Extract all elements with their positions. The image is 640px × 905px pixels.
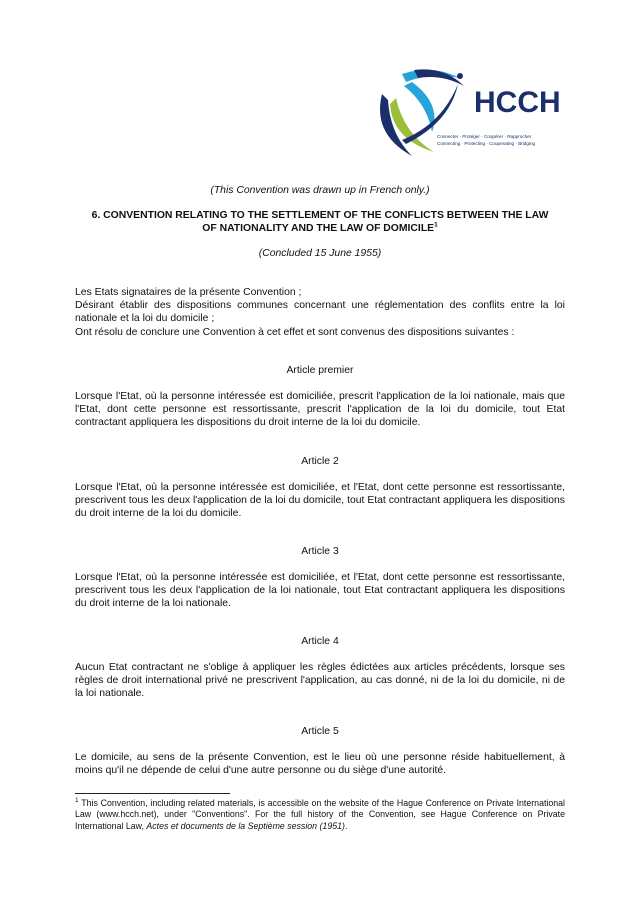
preamble-line: Ont résolu de conclure une Convention à cet effet et sont convenus des dispositions suivantes : bbox=[75, 326, 515, 338]
footnote-text: This Convention, including related materials, is accessible on the website of the Hague Conference on Private International Law (www.hcch.net), under "Conventions". For the full history of the Convention, see Hague Conference on Private International Law, bbox=[75, 798, 565, 831]
concluded-date: (Concluded 15 June 1955) bbox=[258, 248, 382, 259]
convention-title bbox=[75, 209, 565, 235]
language-note: (This Convention was drawn up in French only.) bbox=[210, 185, 430, 196]
article-text: Lorsque l'Etat, où la personne intéressée est domiciliée, prescrit l'application de la loi nationale, mais que l'Etat, dont cette personne est ressortissante, prescrit l'application de la loi du domicile, tout Etat contractant appliquera les dispositions du droit interne de la loi du domicile. bbox=[75, 391, 565, 429]
logo-tagline-fr: Connecter · Protéger · Coopérer · Rapprocher bbox=[437, 134, 532, 139]
footnote-divider bbox=[75, 793, 230, 794]
article-text: Aucun Etat contractant ne s'oblige à appliquer les règles édictées aux articles précédents, lorsque ses règles de droit international privé ne prescrivent l'application, au cas donné, ni de la loi du domicile, ni de la loi nationale. bbox=[75, 662, 565, 700]
article-heading: Article 4 bbox=[301, 636, 339, 647]
preamble bbox=[75, 286, 565, 339]
article-text: Lorsque l'Etat, où la personne intéressée est domiciliée, et l'Etat, dont cette personne est ressortissante, prescrivent tous les deux l'application de la loi du domicile, tout Etat contractant appliquera les dispositions du droit interne de la loi du domicile. bbox=[75, 482, 565, 520]
title-text: 6. CONVENTION RELATING TO THE SETTLEMENT OF THE CONFLICTS BETWEEN THE LAW OF NATIONALITY AND THE LAW OF DOMICILE bbox=[91, 210, 549, 235]
hcch-logo bbox=[372, 64, 572, 160]
footnote-italic-title: Actes et documents de la Septième session (1951) bbox=[146, 820, 345, 831]
article-text: Le domicile, au sens de la présente Convention, est le lieu où une personne réside habituellement, à moins qu'il ne dépende de celui d'une autre personne ou du siège d'une autorité. bbox=[75, 752, 565, 777]
logo-tagline-en: Connecting · Protecting · Cooperating · Bridging bbox=[437, 141, 536, 146]
preamble-line: Les Etats signataires de la présente Convention ; bbox=[75, 287, 302, 298]
footnote bbox=[75, 798, 565, 832]
article-heading: Article 2 bbox=[301, 456, 339, 467]
article-text: Lorsque l'Etat, où la personne intéressée est domiciliée, et l'Etat, dont cette personne est ressortissante, prescrivent tous les deux l'application de la loi nationale, tout Etat contractant appliquera les dispositions du droit interne de la loi nationale. bbox=[75, 572, 565, 610]
footnote-end: . bbox=[344, 820, 348, 831]
logo-wordmark: HCCH bbox=[474, 86, 561, 119]
footnote-ref[interactable]: 1 bbox=[434, 221, 438, 229]
footnote-marker: 1 bbox=[75, 797, 79, 805]
preamble-line: Désirant établir des dispositions communes concernant une réglementation des conflits entre la loi nationale et la loi du domicile ; bbox=[75, 300, 565, 325]
article-heading: Article 3 bbox=[301, 546, 339, 557]
article-heading: Article premier bbox=[286, 365, 354, 376]
article-heading: Article 5 bbox=[301, 726, 339, 737]
